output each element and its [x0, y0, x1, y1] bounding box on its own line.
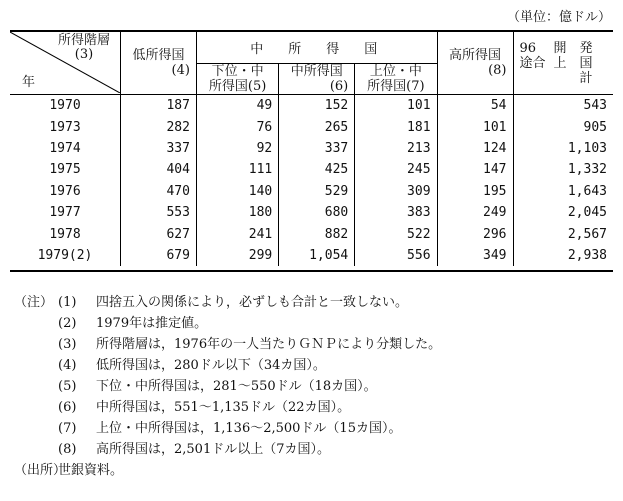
cell-low: 187	[121, 95, 197, 117]
cell-low: 470	[121, 181, 197, 202]
cell-total: 1,643	[567, 183, 607, 199]
cell-mid-middle: 337	[279, 138, 355, 159]
notes-label: （注）	[14, 295, 54, 310]
cell-low: 553	[121, 202, 197, 223]
cell-upper-middle: 245	[355, 159, 437, 180]
note-text: 上位・中所得国は，1,136〜2,500ドル（15カ国）。	[96, 421, 402, 436]
cell-lower-middle: 180	[196, 202, 278, 223]
note-text: 低所得国は，280ドル以下（34カ国）。	[96, 358, 326, 373]
cell-total: 2,567	[567, 226, 607, 242]
cell-total: 905	[583, 119, 607, 135]
note-text: 所得階層は，1976年の一人当たりＧＮＰにより分類した。	[96, 337, 442, 352]
cell-upper-middle: 522	[355, 223, 437, 244]
table-row	[10, 245, 613, 266]
cell-mid-middle: 265	[279, 116, 355, 137]
cell-mid-middle: 882	[279, 223, 355, 244]
col-high-label: 高所得国	[449, 48, 502, 63]
col-middle-group	[196, 31, 437, 64]
note-row	[14, 376, 441, 397]
note-row	[14, 397, 441, 418]
cell-high: 195	[437, 181, 513, 202]
note-number: (4)	[58, 358, 77, 373]
cell-total: 2,938	[567, 247, 607, 263]
cell-upper-middle: 181	[355, 116, 437, 137]
note-number: (6)	[58, 400, 77, 415]
table-body	[10, 95, 613, 267]
note-text: 高所得国は，2,501ドル以上（7カ国）。	[96, 442, 330, 457]
source-text: 世銀資料。	[58, 463, 124, 478]
note-text: 下位・中所得国は，281〜550ドル（18カ国）。	[96, 379, 377, 394]
cell-year: 1978	[10, 223, 121, 244]
source-label: （出所）	[14, 463, 67, 478]
cell-mid-middle: 152	[279, 95, 355, 117]
note-row	[14, 313, 441, 334]
cell-upper-middle: 213	[355, 138, 437, 159]
col-low-note: (4)	[171, 63, 190, 78]
cell-mid-middle: 680	[279, 202, 355, 223]
col-lower-middle-label-2: 所得国(5)	[208, 79, 267, 94]
cell-low: 627	[121, 223, 197, 244]
note-row	[14, 292, 441, 313]
cell-year: 1977	[10, 202, 121, 223]
corner-top-note: (3)	[74, 47, 94, 62]
note-number: (2)	[58, 316, 77, 331]
col-high-note: (8)	[488, 63, 507, 78]
cell-total: 1,332	[567, 162, 607, 178]
note-text: 中所得国は，551〜1,135ドル（22カ国）。	[96, 400, 351, 415]
col-mid-middle-note: (6)	[329, 79, 349, 94]
note-number: (7)	[58, 421, 77, 436]
cell-high: 147	[437, 159, 513, 180]
total-label-1: 96	[519, 40, 537, 56]
cell-high: 101	[437, 116, 513, 137]
cell-year: 1976	[10, 181, 121, 202]
table-row	[10, 138, 613, 159]
cell-lower-middle: 92	[196, 138, 278, 159]
col-total	[513, 31, 613, 95]
note-number: (1)	[58, 295, 77, 310]
cell-low: 404	[121, 159, 197, 180]
col-upper-middle-label: 上位・中	[369, 64, 422, 79]
note-row	[14, 439, 441, 460]
total-label-3: 開 発	[553, 40, 593, 56]
note-row	[14, 355, 441, 376]
col-low	[121, 31, 197, 95]
note-number: (8)	[58, 442, 77, 457]
cell-upper-middle: 101	[355, 95, 437, 117]
cell-low: 337	[121, 138, 197, 159]
cell-upper-middle: 309	[355, 181, 437, 202]
cell-upper-middle: 383	[355, 202, 437, 223]
income-table	[10, 30, 613, 272]
cell-lower-middle: 111	[196, 159, 278, 180]
col-upper-middle-label-2: 所得国(7)	[367, 79, 425, 94]
note-row	[14, 334, 441, 355]
table-row	[10, 223, 613, 244]
cell-total: 2,045	[567, 205, 607, 221]
col-lower-middle	[196, 64, 278, 95]
note-row	[14, 418, 441, 439]
cell-year: 1979(2)	[10, 245, 121, 266]
col-lower-middle-label: 下位・中	[211, 64, 264, 79]
col-mid-middle	[279, 64, 355, 95]
corner-top	[58, 34, 110, 62]
cell-lower-middle: 241	[196, 223, 278, 244]
total-label-2: 途合	[519, 55, 546, 71]
cell-year: 1974	[10, 138, 121, 159]
cell-year: 1970	[10, 95, 121, 117]
corner-top-label: 所得階層	[57, 33, 110, 48]
source-row	[14, 460, 441, 481]
col-upper-middle	[355, 64, 437, 95]
note-number: (3)	[58, 337, 77, 352]
cell-high: 54	[437, 95, 513, 117]
total-label-4: 上 国	[553, 55, 593, 71]
table-row	[10, 181, 613, 202]
cell-lower-middle: 140	[196, 181, 278, 202]
cell-mid-middle: 529	[279, 181, 355, 202]
cell-lower-middle: 299	[196, 245, 278, 266]
cell-total: 1,103	[567, 140, 607, 156]
table-row	[10, 202, 613, 223]
corner-header	[10, 31, 121, 95]
cell-high: 124	[437, 138, 513, 159]
corner-bottom-label: 年	[22, 75, 36, 90]
col-mid-middle-label: 中所得国	[290, 64, 343, 79]
cell-high: 349	[437, 245, 513, 266]
notes-section	[14, 292, 441, 481]
cell-mid-middle: 425	[279, 159, 355, 180]
cell-mid-middle: 1,054	[279, 245, 355, 266]
cell-lower-middle: 49	[196, 95, 278, 117]
cell-high: 249	[437, 202, 513, 223]
cell-year: 1975	[10, 159, 121, 180]
cell-total: 543	[583, 98, 607, 114]
total-label-5: 計	[579, 70, 593, 86]
cell-high: 296	[437, 223, 513, 244]
col-middle-label: 中 所 得 国	[250, 42, 384, 57]
cell-upper-middle: 556	[355, 245, 437, 266]
table-row	[10, 159, 613, 180]
cell-year: 1973	[10, 116, 121, 137]
table-row	[10, 116, 613, 137]
cell-lower-middle: 76	[196, 116, 278, 137]
unit-label: （単位：億ドル）	[506, 10, 611, 25]
cell-low: 679	[121, 245, 197, 266]
col-low-label: 低所得国	[132, 48, 185, 63]
table-row	[10, 95, 613, 117]
note-text: 四捨五入の関係により，必ずしも合計と一致しない。	[96, 295, 409, 310]
col-high	[437, 31, 513, 95]
note-text: 1979年は推定値。	[96, 316, 208, 331]
cell-low: 282	[121, 116, 197, 137]
note-number: (5)	[58, 379, 77, 394]
